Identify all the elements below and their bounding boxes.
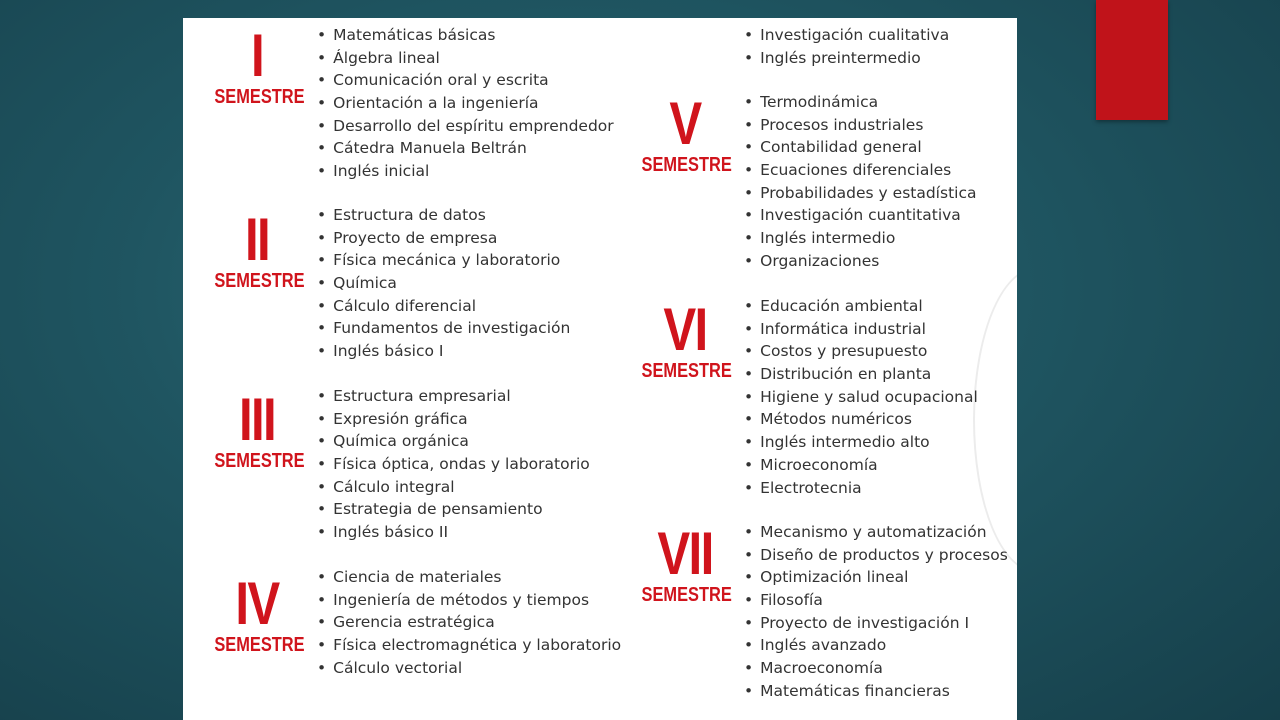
course-item: • Microeconomía — [744, 454, 978, 477]
course-item: • Filosofía — [744, 589, 1008, 612]
semester-2-course-list — [317, 204, 570, 363]
course-item: • Estrategia de pensamiento — [317, 498, 590, 521]
course-item: • Cátedra Manuela Beltrán — [317, 137, 614, 160]
semester-7-label: SEMESTRE — [641, 584, 732, 606]
course-item: • Física electromagnética y laboratorio — [317, 634, 621, 657]
course-item: • Contabilidad general — [744, 136, 976, 159]
semester-6-course-list — [744, 295, 978, 499]
semester-3-label: SEMESTRE — [214, 450, 305, 472]
course-item: • Proyecto de empresa — [317, 227, 570, 250]
semester-4-numeral: IV — [235, 570, 279, 637]
semester-2-heading — [205, 206, 309, 292]
semester-3-course-list — [317, 385, 590, 544]
course-item: • Ecuaciones diferenciales — [744, 159, 976, 182]
course-item: • Proyecto de investigación I — [744, 612, 1008, 635]
course-item: • Ingeniería de métodos y tiempos — [317, 589, 621, 612]
course-item: • Organizaciones — [744, 250, 976, 273]
course-item: • Inglés intermedio — [744, 227, 976, 250]
course-item: • Distribución en planta — [744, 363, 978, 386]
course-item: • Inglés intermedio alto — [744, 431, 978, 454]
course-item: • Orientación a la ingeniería — [317, 92, 614, 115]
course-item: • Investigación cuantitativa — [744, 204, 976, 227]
course-item: • Matemáticas básicas — [317, 24, 614, 47]
course-item: • Inglés preintermedio — [744, 47, 949, 70]
course-item: • Probabilidades y estadística — [744, 182, 976, 205]
semester-5-numeral: V — [669, 90, 701, 157]
course-item: • Informática industrial — [744, 318, 978, 341]
red-accent-block — [1096, 0, 1168, 120]
semester-2-label: SEMESTRE — [214, 270, 305, 292]
course-item: • Física óptica, ondas y laboratorio — [317, 453, 590, 476]
semester-7-heading — [632, 520, 738, 606]
semester-1-label: SEMESTRE — [214, 86, 305, 108]
course-item: • Expresión gráfica — [317, 408, 590, 431]
course-item: • Inglés avanzado — [744, 634, 1008, 657]
course-item: • Álgebra lineal — [317, 47, 614, 70]
semester-3-heading — [205, 386, 309, 472]
course-item: • Física mecánica y laboratorio — [317, 249, 570, 272]
semester-6-heading — [632, 296, 738, 382]
course-item: • Procesos industriales — [744, 114, 976, 137]
semester-2-numeral: II — [244, 206, 270, 273]
course-item: • Macroeconomía — [744, 657, 1008, 680]
semester-6-numeral: VI — [663, 296, 707, 363]
course-item: • Cálculo integral — [317, 476, 590, 499]
course-item: • Electrotecnia — [744, 477, 978, 500]
semester-1-course-list — [317, 24, 614, 183]
semester-5-heading — [632, 90, 738, 176]
course-item: • Fundamentos de investigación — [317, 317, 570, 340]
course-item: • Diseño de productos y procesos — [744, 544, 1008, 567]
course-item: • Investigación cualitativa — [744, 24, 949, 47]
semester-3-numeral: III — [238, 386, 276, 453]
course-item: • Química — [317, 272, 570, 295]
semester-7-course-list — [744, 521, 1008, 703]
course-item: • Inglés básico I — [317, 340, 570, 363]
semester-4-heading — [205, 570, 309, 656]
course-item: • Desarrollo del espíritu emprendedor — [317, 115, 614, 138]
curriculum-document — [183, 18, 1017, 720]
course-item: • Inglés inicial — [317, 160, 614, 183]
course-item: • Optimización lineal — [744, 566, 1008, 589]
semester-7-numeral: VII — [657, 520, 713, 587]
course-item: • Ciencia de materiales — [317, 566, 621, 589]
course-item: • Métodos numéricos — [744, 408, 978, 431]
course-item: • Cálculo vectorial — [317, 657, 621, 680]
semester-4-course-list — [317, 566, 621, 679]
course-item: • Costos y presupuesto — [744, 340, 978, 363]
course-item: • Cálculo diferencial — [317, 295, 570, 318]
course-item: • Higiene y salud ocupacional — [744, 386, 978, 409]
course-item: • Estructura de datos — [317, 204, 570, 227]
semester-1-numeral: I — [250, 22, 264, 89]
semester-4-label: SEMESTRE — [214, 634, 305, 656]
course-item: • Matemáticas financieras — [744, 680, 1008, 703]
course-item: • Termodinámica — [744, 91, 976, 114]
course-item: • Educación ambiental — [744, 295, 978, 318]
semester-5-label: SEMESTRE — [641, 154, 732, 176]
course-item: • Química orgánica — [317, 430, 590, 453]
course-item: • Estructura empresarial — [317, 385, 590, 408]
semester-4-continued-course-list — [744, 24, 949, 69]
course-item: • Comunicación oral y escrita — [317, 69, 614, 92]
course-item: • Mecanismo y automatización — [744, 521, 1008, 544]
course-item: • Gerencia estratégica — [317, 611, 621, 634]
semester-6-label: SEMESTRE — [641, 360, 732, 382]
semester-5-course-list — [744, 91, 976, 273]
course-item: • Inglés básico II — [317, 521, 590, 544]
semester-1-heading — [205, 22, 309, 108]
